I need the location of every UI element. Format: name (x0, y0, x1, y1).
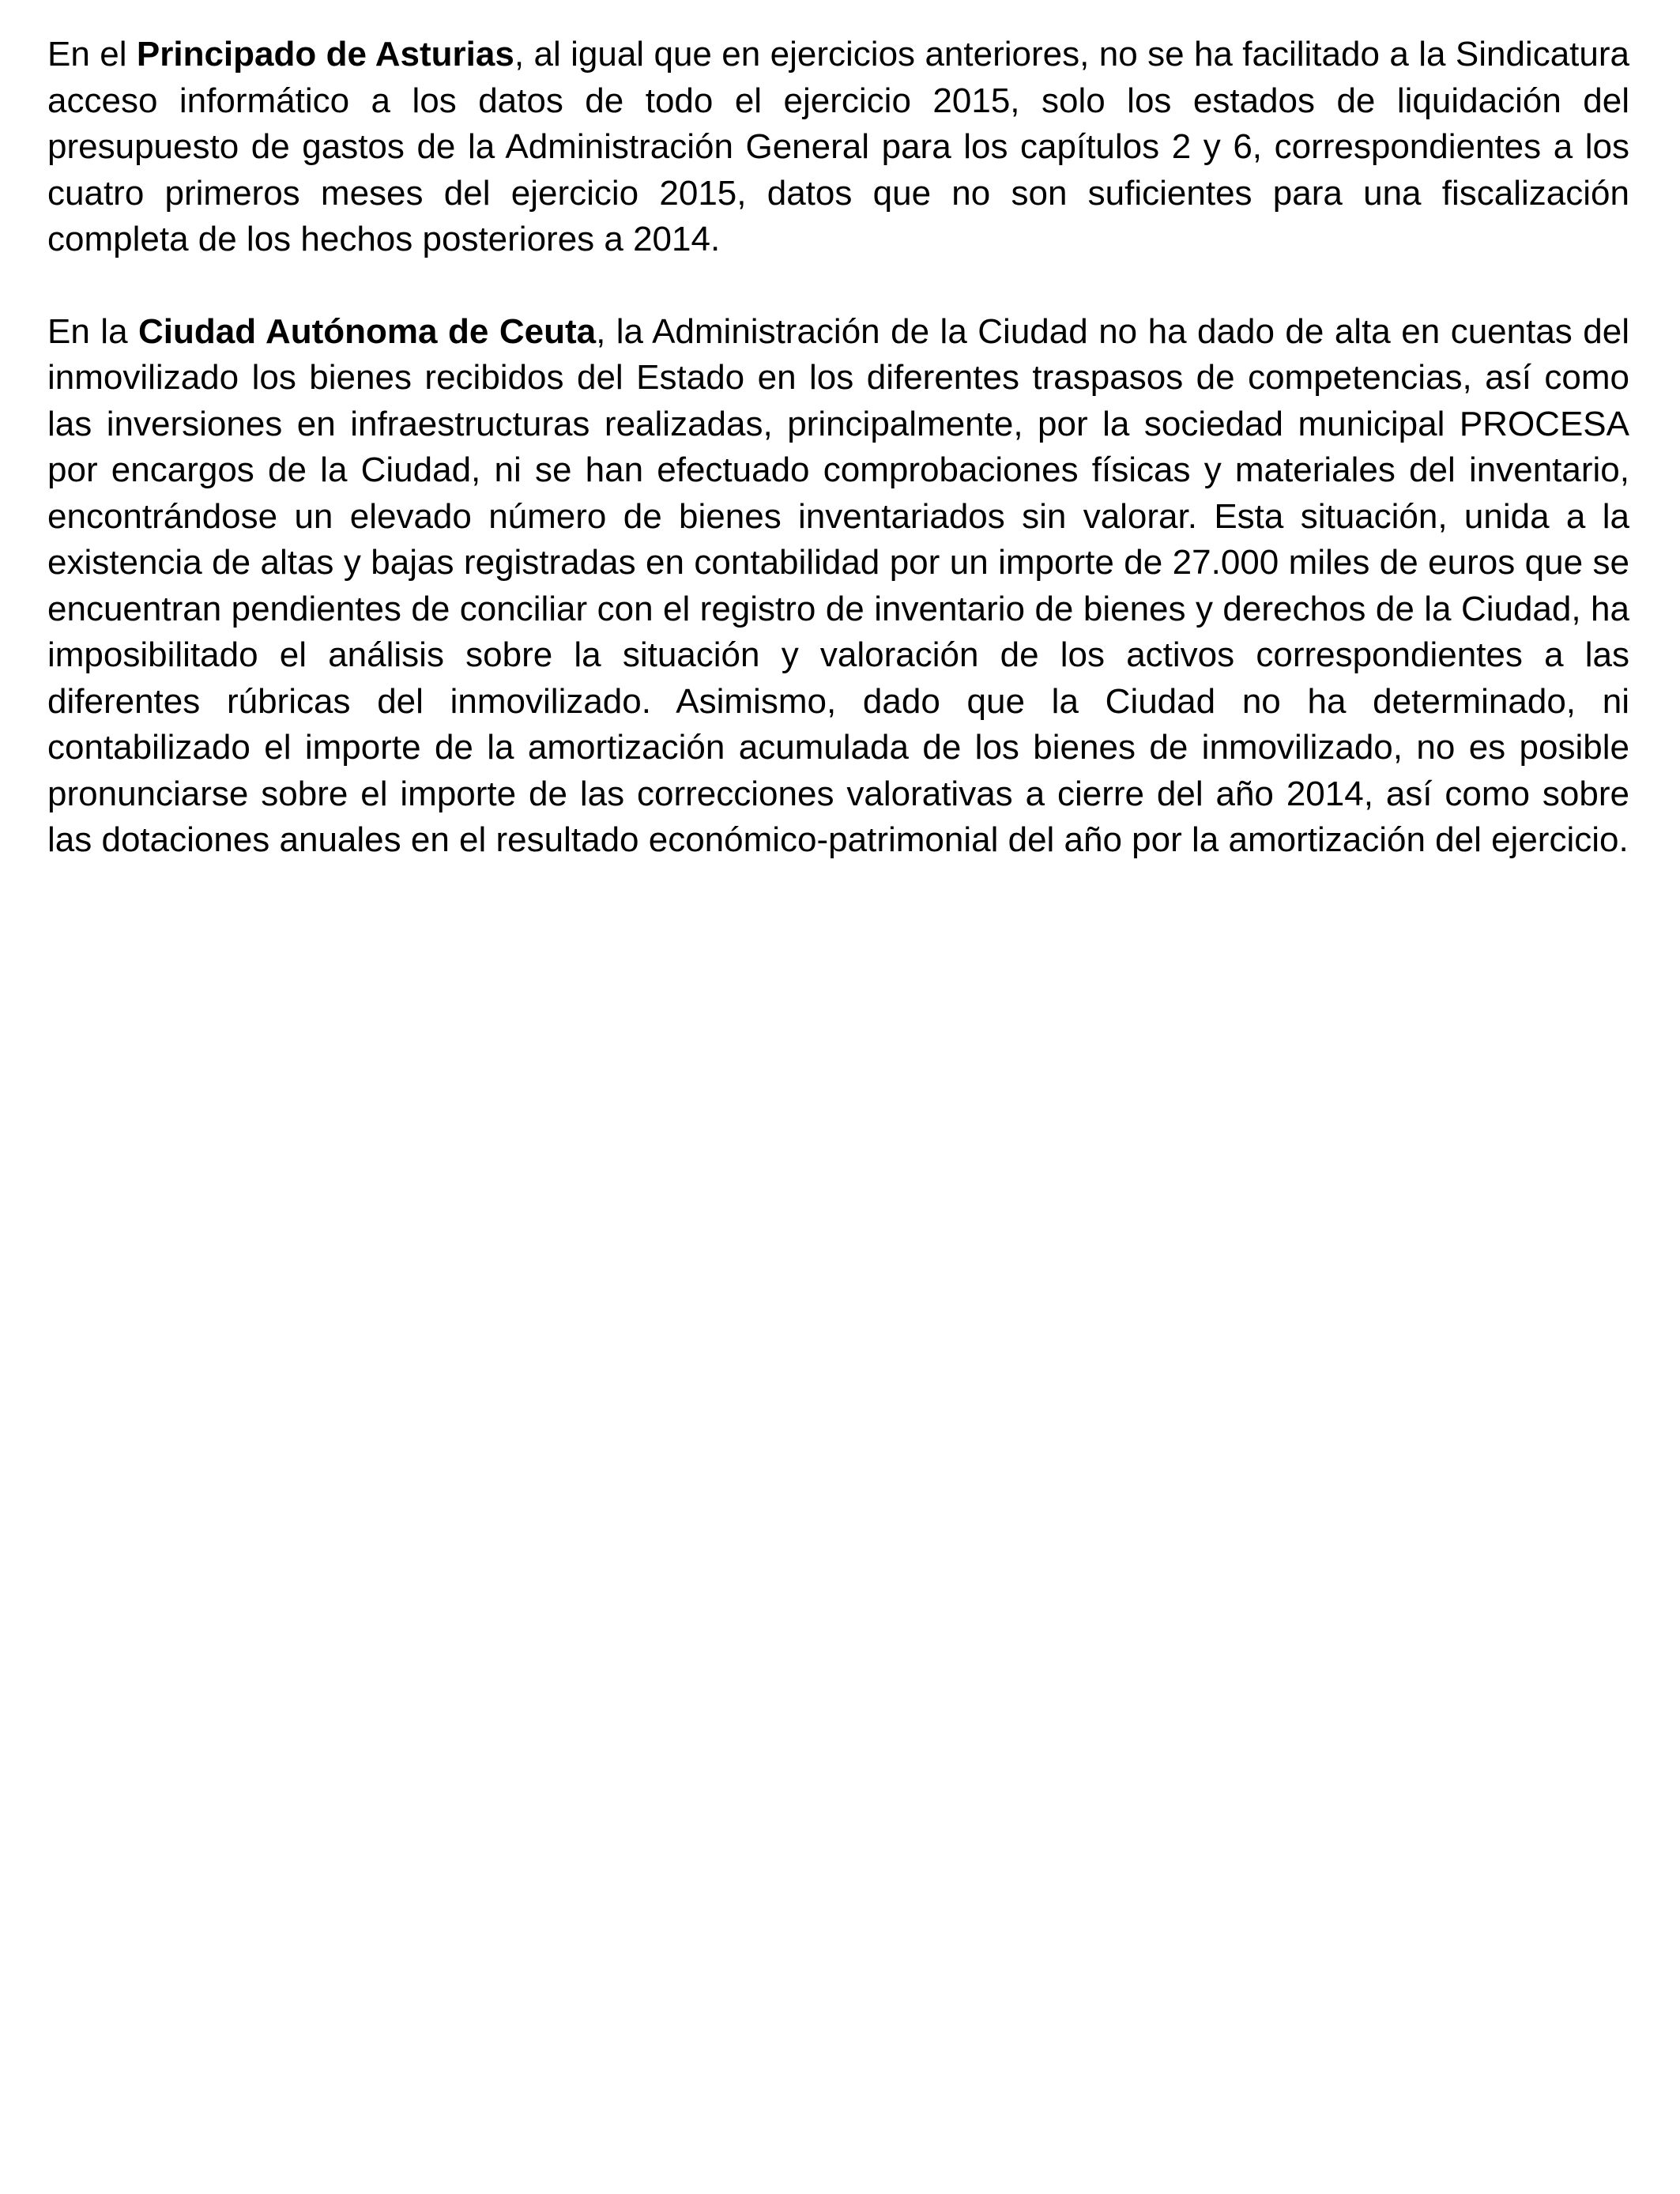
paragraph-prefix: En la (47, 311, 139, 351)
region-name-asturias: Principado de Asturias (136, 35, 514, 74)
paragraph-body: , al igual que en ejercicios anteriores, no se ha facilitado a la Sindicatura acceso informático a los datos de todo el ejercicio 2015, solo los estados de liquidación del presupuesto de gastos de la Administración General para los capítulos 2 y 6, correspondientes a los cuatro primeros meses del ejercicio 2015, datos que no son suficientes para una fiscalización completa de los hechos posteriores a 2014. (47, 35, 1629, 258)
document-page (47, 32, 1629, 864)
region-name-ceuta: Ciudad Autónoma de Ceuta (138, 311, 597, 351)
paragraph-body: , la Administración de la Ciudad no ha dado de alta en cuentas del inmovilizado los bienes recibidos del Estado en los diferentes traspasos de competencias, así como las inversiones en infraestructuras realizadas, principalmente, por la sociedad municipal PROCESA por encargos de la Ciudad, ni se han efectuado comprobaciones físicas y materiales del inventario, encontrándose un elevado número de bienes inventariados sin valorar. Esta situación, unida a la existencia de altas y bajas registradas en contabilidad por un importe de 27.000 miles de euros que se encuentran pendientes de conciliar con el registro de inventario de bienes y derechos de la Ciudad, ha imposibilitado el análisis sobre la situación y valoración de los activos correspondientes a las diferentes rúbricas del inmovilizado. Asimismo, dado que la Ciudad no ha determinado, ni contabilizado el importe de la amortización acumulada de los bienes de inmovilizado, no es posible pronunciarse sobre el importe de las correcciones valorativas a cierre del año 2014, así como sobre las dotaciones anuales en el resultado económico-patrimonial del año por la amortización del ejercicio. (47, 311, 1629, 859)
paragraph-prefix: En el (47, 35, 137, 74)
paragraph-ceuta (47, 309, 1629, 864)
paragraph-asturias (47, 32, 1629, 263)
